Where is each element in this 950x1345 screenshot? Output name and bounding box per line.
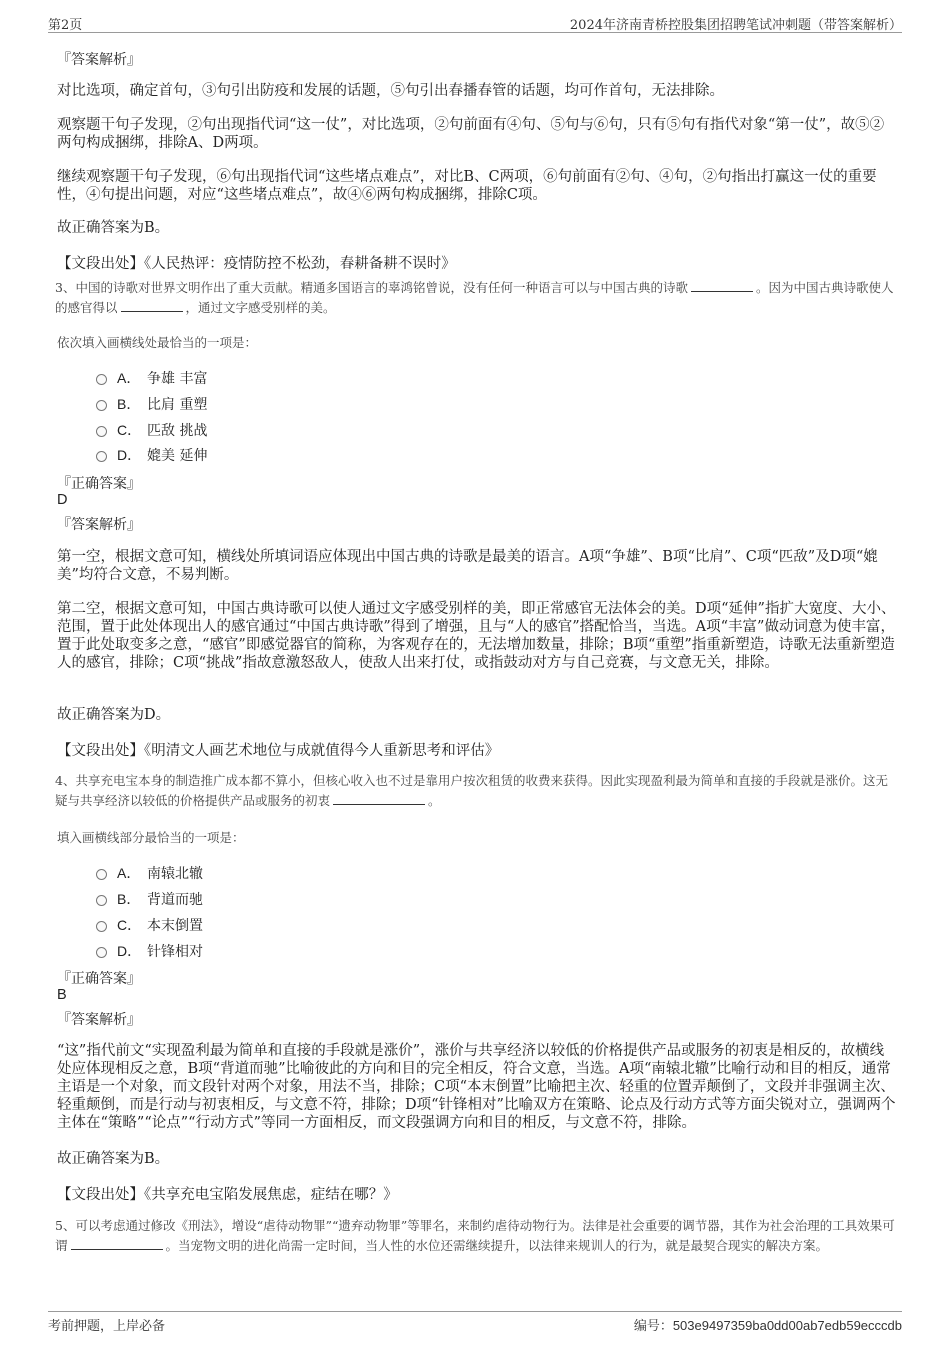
analysis-label: 『答案解析』 [57, 517, 141, 533]
q4-option-c[interactable]: C． 本末倒置 [96, 915, 203, 935]
correct-answer-label: 『正确答案』 [57, 476, 141, 492]
q4-answer-line: 故正确答案为B。 [57, 1151, 170, 1167]
page-number: 第2页 [48, 18, 83, 33]
q3-correct-answer: D [57, 492, 68, 508]
analysis-label: 『答案解析』 [57, 52, 141, 68]
q2-analysis-paragraph: 观察题干句子发现，②句出现指代词“这一仗”，对比选项，②句前面有④句、⑤句与⑥句，只有⑤句有指代对象“第一仗”，故⑤②两句构成捆绑，排除A、D两项。 [57, 117, 885, 151]
radio-icon[interactable] [96, 869, 107, 880]
document-code: 编号：503e9497359ba0dd00ab7edb59ecccdb [633, 1318, 902, 1334]
q3-analysis-paragraph: 第二空，根据文意可知，中国古典诗歌可以使人通过文字感受别样的美，即正常感官无法体会的美。D项“延伸”指扩大宽度、大小、范围，置于此处体现出人的感官通过“中国古典诗歌”得到了增强，且与“人的感官”搭配恰当，当选。A项“丰富”做动词意为使丰富，置于此处取变多之意，“感官”即感觉器官的简称，为客观存在的，无法增加数量，排除；B项“重塑”指重新塑造，诗歌无法重新塑造人的感官，排除；C项“挑战”指故意激怒敌人，使敌人出来打仗，或指鼓动对方与自己竞赛，与文意无关，排除。 [57, 601, 896, 671]
q2-analysis-paragraph: 继续观察题干句子发现，⑥句出现指代词“这些堵点难点”，对比B、C两项，⑥句前面有②句、④句，②句指出打赢这一仗的重要性，④句提出问题，对应“这些堵点难点”，故④⑥两句构成捆绑，排除C项。 [57, 169, 877, 203]
q3-option-d[interactable]: D． 媲美 延伸 [96, 445, 207, 465]
page-header [48, 12, 902, 33]
radio-icon[interactable] [96, 400, 107, 411]
fill-blank [333, 792, 425, 805]
fill-blank [691, 279, 753, 292]
q3-option-a[interactable]: A． 争雄 丰富 [96, 368, 207, 388]
radio-icon[interactable] [96, 451, 107, 462]
radio-icon[interactable] [96, 374, 107, 385]
radio-icon[interactable] [96, 921, 107, 932]
footer-slogan: 考前押题，上岸必备 [48, 1319, 166, 1334]
fill-blank [121, 299, 183, 312]
document-title: 2024年济南青桥控股集团招聘笔试冲刺题（带答案解析） [569, 18, 902, 33]
q4-correct-answer: B [57, 987, 67, 1003]
fill-blank [71, 1237, 163, 1250]
q4-analysis-paragraph: “这”指代前文“实现盈利最为简单和直接的手段就是涨价”，涨价与共享经济以较低的价格提供产品或服务的初衷是相反的，故横线处应体现相反之意，B项“背道而驰”比喻彼此的方向和目的完全相反，符合文意，当选。A项“南辕北辙”比喻行动和目的相反，通常主语是一个对象，而文段针对两个对象，用法不当，排除；C项“本末倒置”比喻把主次、轻重的位置弄颠倒了，文段并非强调主次、轻重颠倒，而是行动与初衷相反，与文意不符，排除；D项“针锋相对”比喻双方在策略、论点及行动方式等方面尖锐对立，强调两个主体在“策略”“论点”“行动方式”等同一方面相反，而文段强调方向和目的相反，与文意不符，排除。 [57, 1043, 896, 1131]
q4-option-a[interactable]: A． 南辕北辙 [96, 863, 203, 883]
radio-icon[interactable] [96, 947, 107, 958]
correct-answer-label: 『正确答案』 [57, 971, 141, 987]
q4-prompt: 填入画横线部分最恰当的一项是： [57, 830, 245, 845]
q3-answer-line: 故正确答案为D。 [57, 707, 171, 723]
analysis-label: 『答案解析』 [57, 1012, 141, 1028]
q3-stem: 3、中国的诗歌对世界文明作出了重大贡献。精通多国语言的辜鸿铭曾说，没有任何一种语言可以与中国古典的诗歌 。因为中国古典诗歌使人的感官得以 ，通过文字感受别样的美。 [55, 280, 894, 315]
radio-icon[interactable] [96, 895, 107, 906]
q4-option-d[interactable]: D． 针锋相对 [96, 941, 203, 961]
q3-analysis-paragraph: 第一空，根据文意可知，横线处所填词语应体现出中国古典的诗歌是最美的语言。A项“争雄”、B项“比肩”、C项“匹敌”及D项“媲美”均符合文意，不易判断。 [57, 549, 878, 583]
q4-stem: 4、共享充电宝本身的制造推广成本都不算小，但核心收入也不过是靠用户按次租赁的收费来获得。因此实现盈利最为简单和直接的手段就是涨价。这无疑与共享经济以较低的价格提供产品或服务的初衷 。 [55, 773, 888, 808]
page-footer [48, 1311, 902, 1334]
q3-prompt: 依次填入画横线处最恰当的一项是： [57, 335, 258, 350]
q5-stem: 5、可以考虑通过修改《刑法》，增设“虐待动物罪”“遗弃动物罪”等罪名，来制约虐待动物行为。法律是社会重要的调节器，其作为社会治理的工具效果可谓 。当宠物文明的进化尚需一定时间，当人性的水位还需继续提升，以法律来规训人的行为，就是最契合现实的解决方案。 [55, 1218, 895, 1253]
q3-option-b[interactable]: B． 比肩 重塑 [96, 394, 207, 414]
q2-source: 【文段出处】《人民热评：疫情防控不松劲，春耕备耕不误时》 [57, 256, 456, 272]
q2-analysis-paragraph: 对比选项，确定首句，③句引出防疫和发展的话题，⑤句引出春播春管的话题，均可作首句，无法排除。 [57, 83, 724, 99]
q2-answer-line: 故正确答案为B。 [57, 220, 170, 236]
radio-icon[interactable] [96, 426, 107, 437]
q3-option-c[interactable]: C． 匹敌 挑战 [96, 420, 207, 440]
q4-source: 【文段出处】《共享充电宝陷发展焦虑，症结在哪？》 [57, 1187, 398, 1203]
q3-source: 【文段出处】《明清文人画艺术地位与成就值得今人重新思考和评估》 [57, 743, 500, 759]
q4-option-b[interactable]: B． 背道而驰 [96, 889, 203, 909]
